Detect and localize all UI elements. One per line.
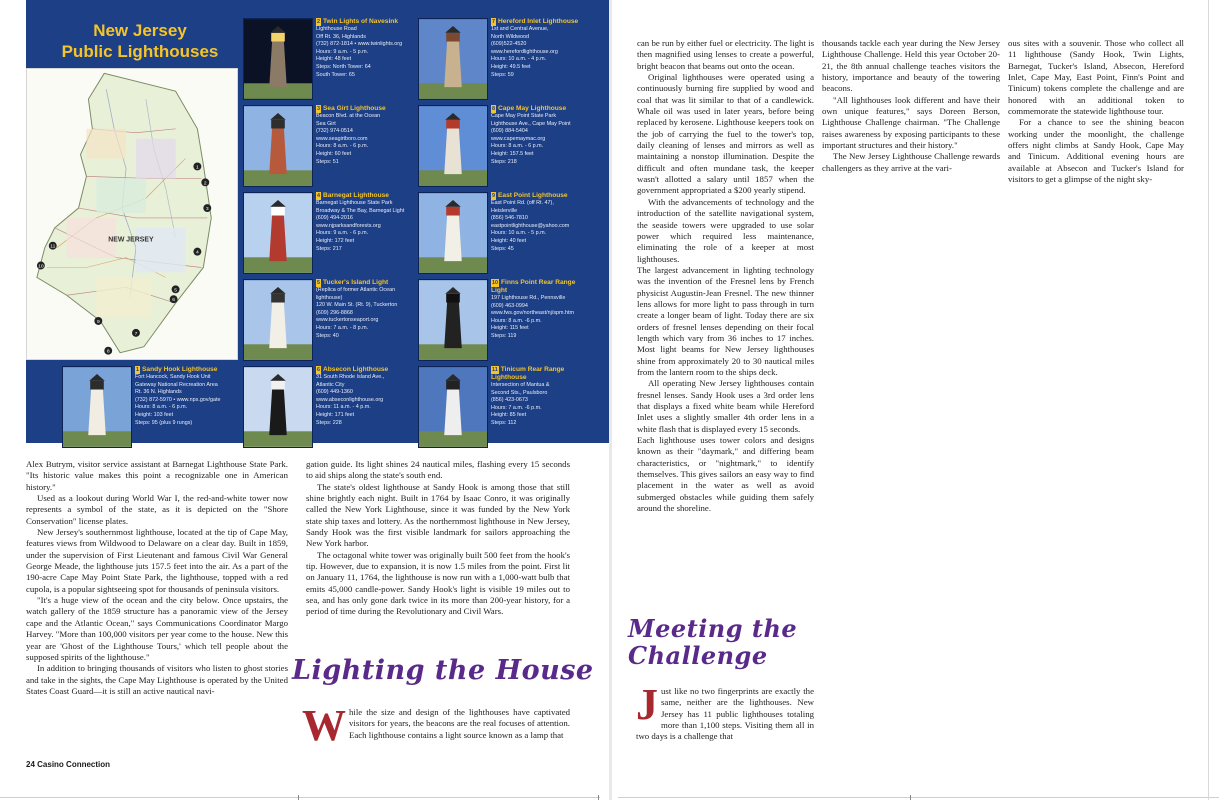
crop-tick-1 [298,795,299,800]
lighthouse-detail-line: Sea Girt [316,120,336,127]
lighthouse-detail-line: Steps: 45 [491,245,514,252]
body-paragraph: With the advancements of technology and the introduction of the satellite navigational system, the seaside towers were upgraded to use solar power which required less maintenance, eliminating the role of a keeper at most lighthouses. [637,196,814,264]
lighthouse-entry [243,18,413,104]
lighthouse-detail-line: Steps: 228 [316,419,342,426]
lighthouse-name [491,18,591,26]
body-paragraph: In addition to bringing thousands of visitors who listen to ghost stories and take in the sights, the Cape May Lighthouse is operated by the United States Coast Guard—it is still an active nautical navi- [26,663,288,696]
lighthouse-detail-line: Lighthouse Ave., Cape May Point [491,120,571,127]
lighthouse-photo [418,105,488,187]
lighthouse-number: 4 [317,193,320,199]
lighthouse-photo [62,366,132,448]
lighthouse-detail-line: Height: 60 feet [316,150,352,157]
lighthouse-detail-line: www.herefordlighthouse.org [491,48,558,55]
lighthouse-info [491,105,591,166]
lighthouse-name [316,192,416,200]
lighthouse-detail-line: Beacon Blvd. at the Ocean [316,113,381,119]
left-column-1 [26,459,288,697]
lighthouse-detail-line: Steps: 95 (plus 9 rungs) [135,419,193,426]
lighthouse-name-text: Barnegat Lighthouse [323,192,389,199]
lighthouse-detail-line: Hours: 10 a.m. - 5 p.m. [491,230,547,237]
lighthouse-photo-graphic [419,106,487,186]
lighthouse-entry [418,105,588,191]
lighthouse-number: 2 [317,19,320,25]
right-bottom-rule [618,797,1219,798]
lighthouse-detail-line: Height: 172 feet [316,237,355,244]
lighthouse-number: 11 [492,367,498,373]
lighthouse-name [491,105,591,113]
lighthouse-info [316,366,416,427]
lighthouse-detail-line: (732) 872-5970 • www.nps.gov/gate [135,396,221,403]
map-marker-label-9: 9 [96,319,100,325]
body-paragraph: Each lighthouse uses tower colors and designs known as their "daymark," and differing beam characteristics, or "nightmark," to identify themselves. This gives sailors an easy way to find placement in the water as well as avoid submerged obstacles while guiding them safely around the shoreline. [637,435,814,514]
lighthouse-detail-line: Second Sts., Paulsboro [491,389,548,396]
lighthouse-info [491,279,591,341]
lighthouse-detail-line: www.fws.gov/northeast/nj/spm.htm [491,310,574,317]
lighthouse-info [491,192,591,253]
left-column-2 [306,459,570,618]
lighthouse-detail-line: South Tower: 65 [316,71,355,78]
lighthouse-entry [243,366,413,452]
challenge-heading-line-1: Meeting the [628,614,798,643]
lighthouse-detail-line: Steps: North Tower: 64 [316,63,371,70]
lighthouse-detail-line: Steps: 51 [316,158,339,165]
lighthouse-detail-line: www.njparksandforests.org [316,222,381,229]
lighthouse-detail-line: 120 W. Main St. (Rt. 9), Tuckerton [316,302,398,309]
lighthouse-name [316,105,416,113]
lighthouse-detail-line: Height: 115 feet [491,325,529,332]
lighthouse-detail-line: Heislerville [491,207,518,214]
map-marker-label-4: 4 [196,250,199,256]
lighthouse-detail-line: eastpointlighthouse@yahoo.com [491,222,570,229]
lighthouse-photo [418,366,488,448]
right-page [612,0,1219,800]
lighthouse-detail-line: (609) 463-0994 [491,302,528,309]
lighthouse-detail-line: Height: 85 feet [491,412,527,419]
lighthouse-detail-line: www.seagirtboro.com [316,135,368,142]
lighthouse-number: 1 [136,367,139,373]
lighthouse-detail-line: Height: 40 feet [491,237,527,244]
new-jersey-map [26,68,238,360]
challenge-intro [636,680,814,743]
lighthouse-name [491,192,591,200]
lighthouse-entry [418,366,588,452]
right-column-3 [1008,38,1184,185]
lighthouse-info [316,192,416,253]
publication-name: Casino Connection [37,760,111,769]
lighthouse-detail-line: (732) 974-0514 [316,128,353,135]
lighthouse-detail-line: 1st and Central Avenue, [491,26,549,32]
lighthouse-info [316,18,416,79]
lighthouse-name-text: Hereford Inlet Lighthouse [498,18,579,25]
lighthouse-entry [418,18,588,104]
lighthouse-entry [243,192,413,278]
panel-title-line-1: New Jersey [93,21,187,40]
lighthouse-number: 6 [317,367,320,373]
body-paragraph: Original lighthouses were operated using a continuously burning fire supplied by wood and coal that was lit similar to that of a candlewick. Whale oil was used in later years, before being replaced by kerosene. Lighthouse keepers took on the job of carrying the fuel to the tower's top, daily cleaning of lenses and mirrors as well as maintaining a nonstop illumination. Despite the difficult and often mundane task, the keeper wasn't allotted a salary until 1857 when the government appropriated a $200 yearly stipend. [637,72,814,196]
meeting-the-challenge-heading [628,615,797,669]
lighthouse-name [316,279,416,287]
lighthouse-name [316,18,416,26]
lighthouse-detail-line: Steps: 217 [316,245,342,252]
crop-tick-3 [910,795,911,800]
crop-tick-2 [598,795,599,800]
lighthouse-detail-line: North Wildwood [491,33,530,40]
lighthouse-name-text: Finns Point Rear Range Light [491,279,576,294]
lighthouse-number: 5 [317,280,320,286]
lighthouse-photo-graphic [63,367,131,447]
lighthouse-detail-line: Gateway National Recreation Area [135,381,218,388]
body-paragraph: For a chance to see the shining beacon working under the moonlight, the challenge offers night climbs at Sandy Hook, Cape May and Tinicum. Additional evening hours are available at Absecon and Tucker's Island for visitors to get a glimpse of the night sky- [1008,117,1184,185]
challenge-dropcap: J [636,680,658,729]
lighthouse-info [491,366,591,428]
page-number: 24 [26,760,35,769]
lighthouse-entry [243,105,413,191]
lighthouse-detail-line: www.abseconlighthouse.org [316,396,384,403]
lighthouse-photo [243,192,313,274]
map-marker-label-7: 7 [134,331,138,337]
map-marker-label-3: 3 [205,207,209,213]
body-paragraph: The state's oldest lighthouse at Sandy Hook is among those that still shine brightly each night. Built in 1764 by Isaac Conro, it was originally called the New York Lighthouse, since it was funded by the New York state ship taxes and lottery. As the northernmost lighthouse in New Jersey, Sandy Hook was the first visible landmark for sailors approaching the New York harbor. [306,481,570,549]
map-marker-label-10: 10 [38,264,44,270]
map-marker-label-5: 5 [174,288,177,294]
lighthouse-number: 3 [317,106,320,112]
lighthouse-photo [243,18,313,100]
lighthouse-number: 9 [492,193,495,199]
lighthouse-name-text: Sea Girt Lighthouse [323,105,386,112]
lighthouse-photo [243,279,313,361]
lighthouse-name-text: Absecon Lighthouse [323,366,389,373]
lighthouse-detail-line: Height: 49.5 feet [491,63,531,70]
lighthouse-photo-graphic [244,193,312,273]
lighthouse-photo-graphic [419,367,487,447]
challenge-heading-line-2: Challenge [628,641,768,670]
right-column-2 [822,38,1000,174]
lighthouse-photo-graphic [244,106,312,186]
body-paragraph: Used as a lookout during World War I, the red-and-white tower now represents a symbol of the state, as it is depicted on the "Shore Conservation" license plates. [26,493,288,526]
map-marker-label-11: 11 [50,244,56,250]
body-paragraph: New Jersey's southernmost lighthouse, located at the tip of Cape May, features views from Wildwood to Delaware on a clear day. Built in 1859, under the supervision of First Lieutenant and famous Civil War General George Meade, the lighthouse juts 157.5 feet into the air. As a part of the 190-acre Cape May Point State Park, the lighthouse, topped with a red cupola, is a popular sightseeing spot for thousands of peninsula visitors. [26,527,288,594]
scan-edge-line [1208,0,1209,800]
map-marker-label-6: 6 [172,298,175,304]
lighthouse-name-text: Twin Lights of Navesink [323,18,398,25]
panel-title [40,20,240,62]
right-column-1 [637,38,814,514]
lighthouse-photo-graphic [244,367,312,447]
challenge-intro-text: ust like no two fingerprints are exactly the same, neither are the lighthouses. New Jersey has 11 public lighthouses totaling more than 1,100 steps. Visiting them all in two days is a challenge that [636,686,814,742]
lighthouse-photo [418,18,488,100]
lighthouse-detail-line: (609)522-4520 [491,41,527,48]
lighthouse-entry [418,192,588,278]
lighthouse-detail-line: 31 South Rhode Island Ave., [316,374,385,380]
lighthouse-detail-line: Hours: 9 a.m. - 6 p.m. [316,230,369,237]
map-marker-label-2: 2 [203,181,207,187]
lighthouse-detail-line: (Replica of former Atlantic Ocean lighthouse) [316,287,396,301]
lighthouse-entry [243,279,413,365]
lighthouse-detail-line: www.tuckertonseaport.org [316,317,379,324]
lighthouse-detail-line: Hours: 10 a.m. - 4 p.m. [491,56,547,63]
lighthouse-detail-line: Intersection of Mantua & [491,382,550,388]
lighthouse-detail-line: Steps: 112 [491,419,517,426]
lighthouse-photo-graphic [244,19,312,99]
lighthouse-photo [418,192,488,274]
body-paragraph: thousands tackle each year during the New Jersey Lighthouse Challenge. Held this year October 20-21, the 8th annual challenge teaches visitors the history, importance and beauty of the towering beacons. [822,38,1000,94]
lighthouse-name-text: Tinicum Rear Range Lighthouse [491,366,565,381]
new-jersey-map-graphic [27,69,237,359]
lighthouse-detail-line: Off Rt. 36, Highlands [316,33,366,40]
body-paragraph: The largest advancement in lighting technology was the invention of the Fresnel lens by French physicist Augustin-Jean Fresnel. The new thinner lens allows for more light to pass through in turn create a longer beam of light. Today there are six orders of fresnel lenses depending on their focal length which vary from 36 inches to 17 inches. Most light beams for New Jersey lighthouses shine from approximately 20 to 30 nautical miles from the lantern room to the ships deck. [637,264,814,377]
lighthouse-detail-line: Hours: 9 a.m. - 5 p.m. [316,48,369,55]
lighthouse-detail-line: (609) 884-5404 [491,128,528,135]
lighthouse-detail-line: Hours: 11 a.m. - 4 p.m. [316,404,371,411]
left-bottom-rule [0,797,600,798]
lighthouse-detail-line: www.capemaymac.org [491,135,546,142]
lighthouse-photo [243,105,313,187]
body-paragraph: All operating New Jersey lighthouses contain fresnel lenses. Sandy Hook uses a 3rd order lens that displays a fixed white beam while Hereford Inlet uses a slightly smaller 4th order lens in a white flash that is displayed every 15 seconds. [637,378,814,434]
lighthouse-detail-line: Hours: 7 a.m. - 8 p.m. [316,324,369,331]
page-folio [26,760,110,769]
lighthouse-photo-graphic [419,193,487,273]
lighthouse-name-text: Tucker's Island Light [323,279,389,286]
lighthouse-photo [418,279,488,361]
lighthouse-detail-line: Height: 171 feet [316,411,355,418]
lighthouse-detail-line: Height: 157.5 feet [491,150,534,157]
lighthouse-info [135,366,235,427]
lighthouse-info [316,279,416,340]
body-paragraph: gation guide. Its light shines 24 nautical miles, flashing every 15 seconds to aid ships along the state's south end. [306,459,570,481]
lighthouse-name-text: Cape May Lighthouse [498,105,567,112]
lighthouse-entry [62,366,232,452]
lighthouse-detail-line: Barnegat Lighthouse State Park [316,200,393,206]
lighthouse-name [491,366,591,382]
lighthouse-photo-graphic [419,19,487,99]
lighting-intro-text: hile the size and design of the lighthouses have captivated visitors for years, the beacons are the real focuses of attention. Each lighthouse contains a light source known as a lamp that [349,707,570,740]
lighthouse-photo [243,366,313,448]
lighthouse-detail-line: Steps: 119 [491,332,517,339]
lighthouse-photo-graphic [244,280,312,360]
lighthouse-detail-line: (732) 872-1814 • www.twinlights.org [316,41,403,48]
map-marker-label-8: 8 [106,349,110,355]
body-paragraph: ous sites with a souvenir. Those who collect all 11 lighthouse (Sandy Hook, Twin Lights, Barnegat, Tucker's Island, Absecon, Hereford Inlet, Cape May, East Point, Finn's Point and Tinicum) tokens complete the challenge and are honored with an additional token to commemorate the statewide lighthouse tour. [1008,38,1184,117]
lighthouse-detail-line: Height: 48 feet [316,56,352,63]
lighthouse-detail-line: Steps: 218 [491,158,517,165]
lighthouse-detail-line: Hours: 8 a.m. - 6 p.m. [135,404,188,411]
body-paragraph: can be run by either fuel or electricity. The light is then magnified using lenses to create a powerful, bright beacon that beams out onto the ocean. [637,38,814,71]
body-paragraph: "All lighthouses look different and have their own unique features," says Doreen Berson, Lighthouse Challenge chairman. "The Challenge raises awareness by exposing participants to these important structures and their history." [822,94,1000,151]
lighthouse-number: 7 [492,19,495,25]
lighthouse-detail-line: Hours: 7 a.m. -6 p.m. [491,404,542,411]
lighthouse-detail-line: (609) 494-2016 [316,215,353,222]
lighthouse-detail-line: Hours: 8 a.m. - 6 p.m. [491,143,544,150]
lighthouse-name-text: Sandy Hook Lighthouse [142,366,218,373]
map-state-label: NEW JERSEY [108,236,154,244]
lighthouse-number: 10 [492,280,498,286]
lighthouse-detail-line: Atlantic City [316,381,345,388]
lighthouse-photo-graphic [419,280,487,360]
lighthouse-detail-line: Steps: 40 [316,332,339,339]
lighthouse-detail-line: East Point Rd. (off Rt. 47), [491,200,554,206]
lighting-dropcap: W [302,701,346,750]
lighthouse-entry [418,279,588,365]
lighthouse-name [491,279,591,295]
lighthouse-detail-line: Height: 103 feet [135,411,174,418]
lighthouse-detail-line: Lighthouse Road [316,26,357,32]
lighthouse-detail-line: Cape May Point State Park [491,113,557,119]
lighthouse-info [491,18,591,79]
lighthouse-detail-line: (856) 423-0673 [491,397,528,404]
body-paragraph: Alex Butrym, visitor service assistant at Barnegat Lighthouse State Park. "Its historic value makes this point a recognizable one in American history." [26,459,288,492]
lighthouse-detail-line: Steps: 59 [491,71,514,78]
panel-title-line-2: Public Lighthouses [61,42,219,61]
lighthouse-detail-line: (856) 546-7810 [491,215,528,222]
body-paragraph: "It's a huge view of the ocean and the city below. Once upstairs, the watch gallery of the 1859 structure has a panoramic view of the Jersey cape and the Atlantic Ocean," says Communications Coordinator Margo Harvey. "More than 100,000 visitors per year come to the house. New this year are 'Ghost of the Lighthouse Tours,' which tell people about the supposed spirits of the lighthouse." [26,595,288,662]
lighthouse-detail-line: Rt. 36 N. Highlands [135,389,182,396]
map-marker-label-1: 1 [196,165,199,171]
body-paragraph: The New Jersey Lighthouse Challenge rewards challengers as they arrive at the vari- [822,151,1000,173]
lighthouse-name-text: East Point Lighthouse [498,192,568,199]
lighthouse-detail-line: Broadway & The Bay, Barnegat Light [316,207,405,214]
lighthouse-detail-line: (609) 296-8868 [316,309,353,316]
lighthouse-detail-line: (609) 449-1360 [316,389,353,396]
lighthouse-detail-line: 197 Lighthouse Rd., Pennsville [491,295,566,301]
lighthouse-name [316,366,416,374]
lighthouse-name [135,366,235,374]
lighthouse-number: 8 [492,106,495,112]
lighthouse-detail-line: Fort Hancock, Sandy Hook Unit [135,374,211,380]
lighthouse-detail-line: Hours: 8 a.m. - 6 p.m. [316,143,369,150]
lighthouse-detail-line: Hours: 8 a.m. -6 p.m. [491,317,542,324]
lighting-intro [302,701,570,750]
body-paragraph: The octagonal white tower was originally built 500 feet from the hook's tip. However, due to expansion, it is now 1.5 miles from the point. First lit on January 11, 1764, the lighthouse is now run with a 1,000-watt bulb that emits 45,000 candle-power. Sandy Hook's light is visible 19 miles out to sea, and has only gone dark twice in its more than 200-year history, for a period of time during the Revolutionary and Civil Wars. [306,549,570,617]
lighthouse-info [316,105,416,166]
lighting-the-house-heading: Lighting the House [292,655,594,686]
